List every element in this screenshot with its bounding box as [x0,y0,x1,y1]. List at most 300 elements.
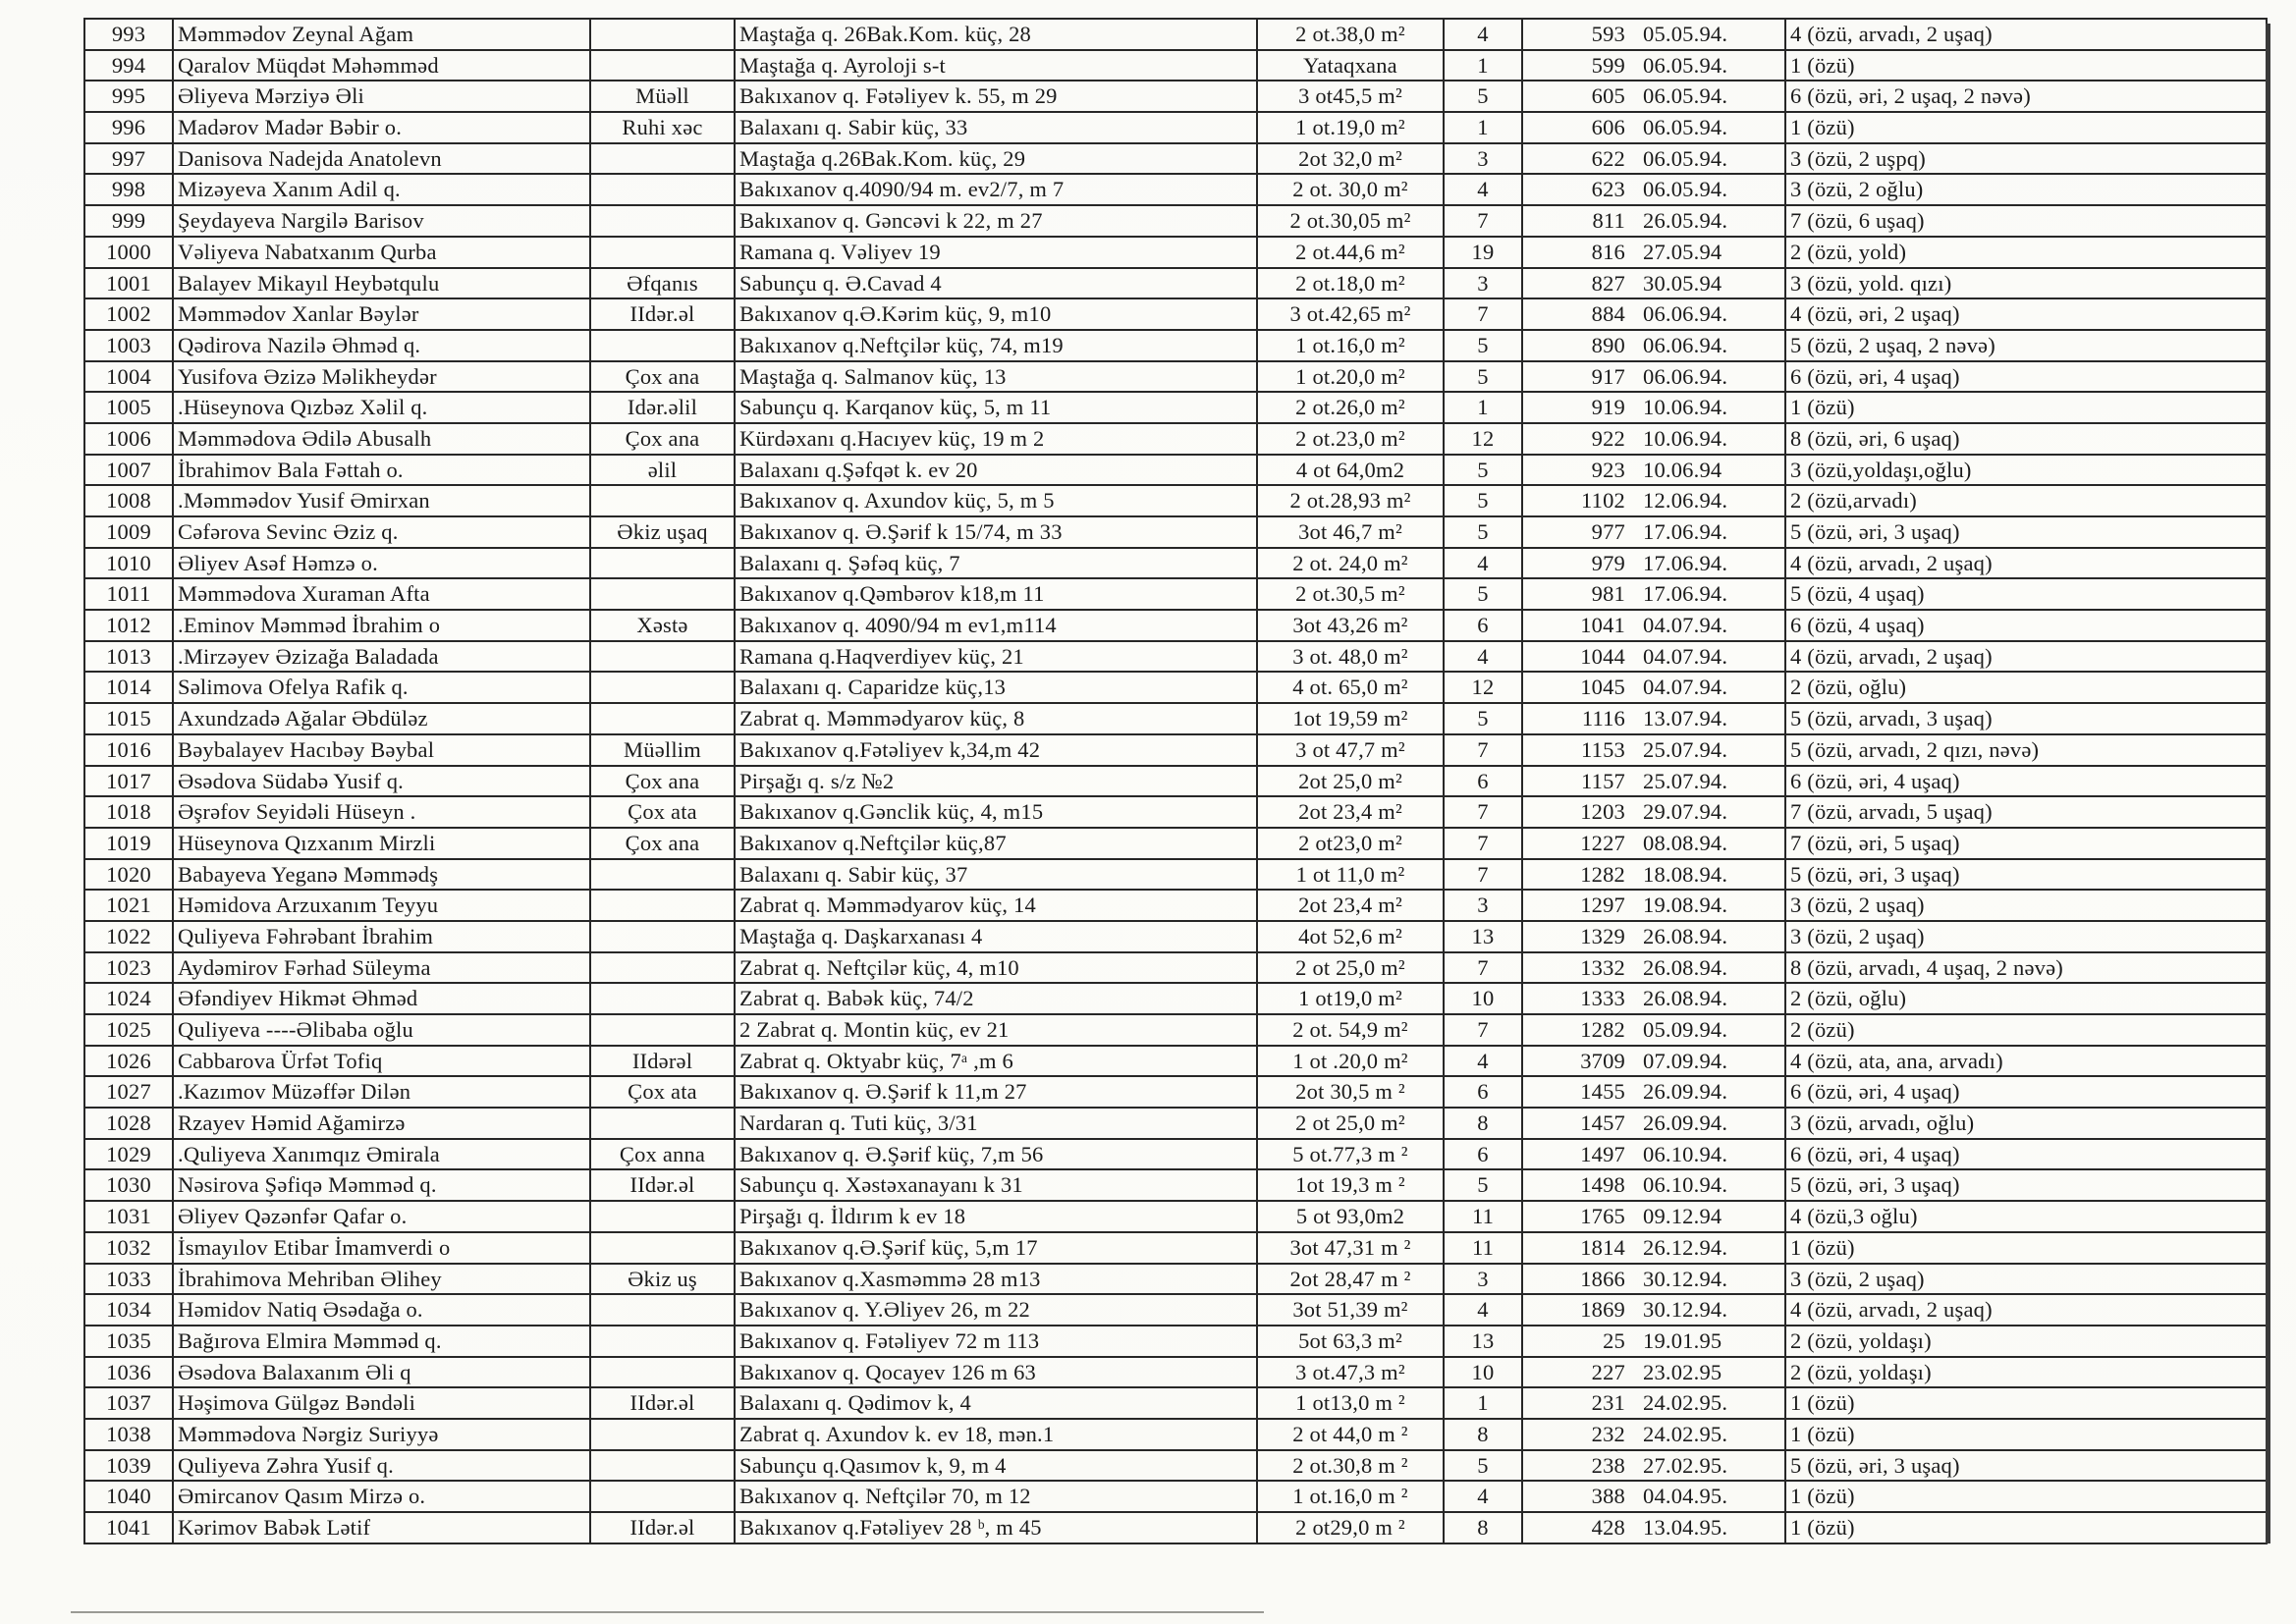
reg-number: 1045 [1580,675,1625,700]
cell-name: Həmidova Arzuxanım Teyyu [173,890,590,921]
cell-name: İbrahimov Bala Fəttah o. [173,455,590,486]
cell-id: 1000 [84,237,173,268]
cell-members: 5 [1444,703,1522,734]
cell-address: Balaxanı q. Sabir küç, 37 [735,859,1257,891]
cell-id: 1035 [84,1326,173,1357]
cell-family: 2 (özü, yoldaşı) [1785,1357,2267,1388]
reg-date: 04.07.94. [1643,643,1728,669]
cell-family: 8 (özü, arvadı, 4 uşaq, 2 nəvə) [1785,952,2267,984]
cell-family: 6 (özü, əri, 4 uşaq) [1785,766,2267,797]
reg-date: 10.06.94. [1643,425,1728,451]
cell-id: 1017 [84,766,173,797]
cell-members: 7 [1444,298,1522,330]
reg-number: 623 [1591,177,1625,202]
cell-id: 1003 [84,330,173,361]
cell-rooms: 3ot 51,39 m² [1257,1294,1444,1326]
cell-reg [1522,50,1785,81]
cell-name: Məmmədova Nərgiz Suriyyə [173,1419,590,1450]
cell-category [590,237,735,268]
cell-address: Bakıxanov q.Gənclik küç, 4, m15 [735,796,1257,828]
cell-members: 5 [1444,1169,1522,1201]
reg-date: 12.06.94. [1643,488,1728,514]
cell-address: Sabunçu q. Xəstəxanayanı k 31 [735,1169,1257,1201]
cell-reg [1522,1139,1785,1170]
reg-date: 30.12.94. [1643,1297,1728,1323]
cell-family: 3 (özü, 2 oğlu) [1785,174,2267,205]
cell-family: 2 (özü) [1785,1014,2267,1046]
table-row [84,1387,2267,1419]
cell-rooms: 2 ot 25,0 m² [1257,1108,1444,1139]
cell-rooms: 2 ot. 24,0 m² [1257,548,1444,579]
reg-number: 388 [1591,1484,1625,1509]
cell-name: Yusifova Əzizə Məlikheydər [173,361,590,393]
cell-address: Bakıxanov q.Fətəliyev 28 ᵇ, m 45 [735,1512,1257,1543]
cell-category [590,1232,735,1264]
cell-rooms: 2 ot.44,6 m² [1257,237,1444,268]
cell-members: 6 [1444,610,1522,641]
table-row [84,1232,2267,1264]
cell-name: Əliyeva Mərziyə Əli [173,81,590,112]
reg-number: 1282 [1580,1017,1625,1043]
reg-date: 26.09.94. [1643,1110,1728,1136]
cell-members: 4 [1444,1481,1522,1512]
reg-date: 08.08.94. [1643,830,1728,855]
cell-family: 6 (özü, əri, 4 uşaq) [1785,1139,2267,1170]
table-row [84,610,2267,641]
cell-family: 5 (özü, 2 uşaq, 2 nəvə) [1785,330,2267,361]
cell-reg [1522,1387,1785,1419]
table-row [84,578,2267,610]
cell-category [590,1357,735,1388]
cell-id: 1040 [84,1481,173,1512]
reg-number: 3709 [1580,1048,1625,1073]
cell-address: Bakıxanov q. Y.Əliyev 26, m 22 [735,1294,1257,1326]
cell-rooms: 3 ot.42,65 m² [1257,298,1444,330]
cell-family: 3 (özü, arvadı, oğlu) [1785,1108,2267,1139]
cell-rooms: 1 ot.19,0 m² [1257,112,1444,143]
cell-category [590,1294,735,1326]
reg-date: 24.02.95. [1643,1390,1728,1416]
reg-number: 1227 [1580,830,1625,855]
reg-date: 18.08.94. [1643,861,1728,887]
reg-date: 10.06.94 [1643,457,1722,482]
cell-reg [1522,1481,1785,1512]
cell-id: 999 [84,205,173,237]
cell-address: Bakıxanov q. Fətəliyev k. 55, m 29 [735,81,1257,112]
reg-number: 232 [1591,1421,1625,1446]
reg-number: 981 [1591,581,1625,607]
cell-name: Əfəndiyev Hikmət Əhməd [173,983,590,1014]
cell-id: 1009 [84,516,173,548]
reg-number: 227 [1591,1359,1625,1384]
reg-date: 06.10.94. [1643,1172,1728,1198]
cell-reg [1522,237,1785,268]
reg-number: 827 [1591,270,1625,296]
cell-category [590,1481,735,1512]
cell-id: 1006 [84,423,173,455]
cell-family: 4 (özü, ata, ana, arvadı) [1785,1046,2267,1077]
cell-category: IIdər.əl [590,1512,735,1543]
cell-rooms: 1 ot .20,0 m² [1257,1046,1444,1077]
cell-family: 5 (özü, əri, 3 uşaq) [1785,859,2267,891]
cell-category [590,1419,735,1450]
cell-category: IIdər.əl [590,1387,735,1419]
table-row [84,1512,2267,1543]
cell-category [590,1450,735,1482]
cell-name: .Mirzəyev Əzizağa Baladada [173,641,590,673]
cell-address: Maştağa q.26Bak.Kom. küç, 29 [735,143,1257,175]
cell-members: 11 [1444,1201,1522,1232]
reg-number: 811 [1592,208,1625,234]
cell-id: 996 [84,112,173,143]
reg-date: 13.07.94. [1643,706,1728,731]
reg-number: 919 [1591,395,1625,420]
cell-category [590,1014,735,1046]
cell-name: Quliyeva Fəhrəbant İbrahim [173,921,590,952]
cell-family: 1 (özü) [1785,1419,2267,1450]
cell-reg [1522,1264,1785,1295]
cell-address: Zabrat q. Babək küç, 74/2 [735,983,1257,1014]
cell-id: 1011 [84,578,173,610]
bottom-scan-line [71,1611,1264,1613]
reg-number: 1457 [1580,1110,1625,1136]
reg-number: 1866 [1580,1266,1625,1291]
cell-name: .Hüseynova Qızbəz Xəlil q. [173,392,590,423]
cell-rooms: 2 ot.38,0 m² [1257,19,1444,50]
cell-rooms: 1ot 19,3 m ² [1257,1169,1444,1201]
cell-name: Bəybalayev Hacıbəy Bəybal [173,734,590,766]
cell-address: Bakıxanov q. Ə.Şərif küç, 7,m 56 [735,1139,1257,1170]
cell-category [590,1201,735,1232]
cell-category: Xəstə [590,610,735,641]
table-row [84,1046,2267,1077]
cell-reg [1522,516,1785,548]
cell-name: Babayeva Yeganə Məmmədş [173,859,590,891]
reg-number: 923 [1591,457,1625,482]
cell-members: 7 [1444,205,1522,237]
cell-address: Bakıxanov q.Neftçilər küç,87 [735,828,1257,859]
reg-date: 26.09.94. [1643,1079,1728,1105]
reg-number: 1041 [1580,613,1625,638]
cell-address: Pirşağı q. s/z №2 [735,766,1257,797]
cell-category: Əkiz uşaq [590,516,735,548]
cell-members: 10 [1444,983,1522,1014]
reg-date: 26.08.94. [1643,954,1728,980]
cell-address: Bakıxanov q. 4090/94 m ev1,m114 [735,610,1257,641]
table-row [84,1481,2267,1512]
reg-date: 17.06.94. [1643,550,1728,575]
cell-address: Bakıxanov q.Fətəliyev k,34,m 42 [735,734,1257,766]
reg-number: 599 [1591,52,1625,78]
reg-number: 593 [1591,22,1625,47]
cell-family: 4 (özü, arvadı, 2 uşaq) [1785,641,2267,673]
reg-date: 07.09.94. [1643,1048,1728,1073]
cell-members: 8 [1444,1512,1522,1543]
cell-id: 1013 [84,641,173,673]
cell-address: Ramana q. Vəliyev 19 [735,237,1257,268]
cell-members: 6 [1444,1076,1522,1108]
cell-name: Əmircanov Qasım Mirzə o. [173,1481,590,1512]
cell-members: 3 [1444,268,1522,299]
cell-reg [1522,392,1785,423]
cell-rooms: 2 ot.23,0 m² [1257,423,1444,455]
cell-name: Cabbarova Ürfət Tofiq [173,1046,590,1077]
reg-date: 04.07.94. [1643,613,1728,638]
cell-rooms: Yataqxana [1257,50,1444,81]
cell-address: Balaxanı q. Caparidze küç,13 [735,672,1257,703]
reg-number: 1333 [1580,986,1625,1011]
cell-family: 7 (özü, arvadı, 5 uşaq) [1785,796,2267,828]
cell-family: 4 (özü, arvadı, 2 uşaq) [1785,19,2267,50]
cell-reg [1522,734,1785,766]
reg-number: 1282 [1580,861,1625,887]
cell-name: Əsədova Balaxanım Əli q [173,1357,590,1388]
cell-reg [1522,455,1785,486]
cell-members: 5 [1444,361,1522,393]
reg-number: 1203 [1580,799,1625,825]
cell-address: Pirşağı q. İldırım k ev 18 [735,1201,1257,1232]
cell-reg [1522,1108,1785,1139]
cell-reg [1522,81,1785,112]
cell-category: Çox anna [590,1139,735,1170]
cell-name: Şeydayeva Nargilə Barisov [173,205,590,237]
reg-number: 606 [1591,115,1625,140]
cell-reg [1522,828,1785,859]
table-row [84,1014,2267,1046]
table-row [84,952,2267,984]
cell-name: Balayev Mikayıl Heybətqulu [173,268,590,299]
cell-id: 1027 [84,1076,173,1108]
cell-family: 2 (özü, oğlu) [1785,672,2267,703]
cell-category: Müəllim [590,734,735,766]
cell-family: 4 (özü, əri, 2 uşaq) [1785,298,2267,330]
cell-id: 1016 [84,734,173,766]
cell-members: 7 [1444,952,1522,984]
cell-name: .Quliyeva Xanımqız Əmirala [173,1139,590,1170]
cell-rooms: 2 ot. 54,9 m² [1257,1014,1444,1046]
cell-id: 1019 [84,828,173,859]
cell-id: 1024 [84,983,173,1014]
reg-date: 26.08.94. [1643,923,1728,948]
reg-number: 922 [1591,425,1625,451]
cell-family: 2 (özü, yoldaşı) [1785,1326,2267,1357]
cell-rooms: 3ot 43,26 m² [1257,610,1444,641]
cell-address: Sabunçu q.Qasımov k, 9, m 4 [735,1450,1257,1482]
table-row [84,548,2267,579]
cell-reg [1522,423,1785,455]
cell-rooms: 2 ot.18,0 m² [1257,268,1444,299]
cell-rooms: 2ot 30,5 m ² [1257,1076,1444,1108]
reg-date: 06.05.94. [1643,83,1728,109]
cell-id: 1007 [84,455,173,486]
cell-family: 2 (özü, oğlu) [1785,983,2267,1014]
reg-number: 1498 [1580,1172,1625,1198]
cell-address: Zabrat q. Məmmədyarov küç, 14 [735,890,1257,921]
reg-number: 622 [1591,145,1625,171]
table-row [84,50,2267,81]
cell-id: 1015 [84,703,173,734]
table-row [84,983,2267,1014]
cell-rooms: 1 ot.16,0 m ² [1257,1481,1444,1512]
cell-category [590,205,735,237]
cell-members: 11 [1444,1232,1522,1264]
cell-address: Nardaran q. Tuti küç, 3/31 [735,1108,1257,1139]
table-row [84,796,2267,828]
cell-category [590,548,735,579]
cell-reg [1522,703,1785,734]
cell-reg [1522,548,1785,579]
cell-rooms: 4ot 52,6 m² [1257,921,1444,952]
cell-reg [1522,205,1785,237]
cell-category: Çox ata [590,1076,735,1108]
reg-date: 27.02.95. [1643,1452,1728,1478]
cell-category [590,983,735,1014]
table-row [84,921,2267,952]
reg-number: 1329 [1580,923,1625,948]
cell-members: 7 [1444,796,1522,828]
reg-number: 977 [1591,519,1625,545]
reg-number: 1102 [1581,488,1625,514]
cell-reg [1522,610,1785,641]
cell-id: 1034 [84,1294,173,1326]
cell-id: 1029 [84,1139,173,1170]
cell-members: 1 [1444,112,1522,143]
cell-name: Əşrəfov Seyidəli Hüseyn . [173,796,590,828]
cell-address: Balaxanı q. Sabir küç, 33 [735,112,1257,143]
reg-date: 23.02.95 [1643,1359,1722,1384]
cell-address: Bakıxanov q. Fətəliyev 72 m 113 [735,1326,1257,1357]
cell-id: 1038 [84,1419,173,1450]
cell-members: 3 [1444,143,1522,175]
cell-reg [1522,766,1785,797]
cell-name: Əliyev Qəzənfər Qafar o. [173,1201,590,1232]
cell-name: Məmmədov Zeynal Ağam [173,19,590,50]
cell-rooms: 3 ot45,5 m² [1257,81,1444,112]
cell-address: Bakıxanov q.Xasməmmə 28 m13 [735,1264,1257,1295]
cell-name: Quliyeva ----Əlibaba oğlu [173,1014,590,1046]
reg-date: 25.07.94. [1643,768,1728,793]
cell-address: Bakıxanov q.Qəmbərov k18,m 11 [735,578,1257,610]
cell-name: Həmidov Natiq Əsədağa o. [173,1294,590,1326]
cell-rooms: 4 ot. 65,0 m² [1257,672,1444,703]
cell-rooms: 1 ot 11,0 m² [1257,859,1444,891]
cell-members: 5 [1444,485,1522,516]
reg-date: 06.05.94. [1643,145,1728,171]
table-row [84,703,2267,734]
cell-name: Vəliyeva Nabatxanım Qurba [173,237,590,268]
cell-address: Zabrat q. Məmmədyarov küç, 8 [735,703,1257,734]
cell-family: 5 (özü, əri, 3 uşaq) [1785,1450,2267,1482]
cell-reg [1522,174,1785,205]
cell-category [590,578,735,610]
cell-members: 13 [1444,921,1522,952]
cell-rooms: 2 ot.28,93 m² [1257,485,1444,516]
table-row [84,859,2267,891]
table-row [84,1294,2267,1326]
cell-reg [1522,1357,1785,1388]
cell-members: 5 [1444,516,1522,548]
cell-reg [1522,983,1785,1014]
cell-category [590,1108,735,1139]
cell-members: 4 [1444,19,1522,50]
reg-number: 1116 [1581,706,1625,731]
reg-number: 979 [1591,550,1625,575]
cell-address: Ramana q.Haqverdiyev küç, 21 [735,641,1257,673]
cell-name: Qaralov Müqdət Məhəmməd [173,50,590,81]
reg-number: 1455 [1580,1079,1625,1105]
reg-date: 19.08.94. [1643,893,1728,918]
cell-rooms: 4 ot 64,0m2 [1257,455,1444,486]
cell-members: 12 [1444,672,1522,703]
cell-id: 1037 [84,1387,173,1419]
cell-name: Məmmədova Ədilə Abusalh [173,423,590,455]
cell-category [590,703,735,734]
cell-members: 19 [1444,237,1522,268]
reg-date: 30.12.94. [1643,1266,1728,1291]
cell-rooms: 3ot 46,7 m² [1257,516,1444,548]
cell-reg [1522,921,1785,952]
cell-category: IIdərəl [590,1046,735,1077]
cell-family: 1 (özü) [1785,112,2267,143]
reg-number: 1765 [1580,1204,1625,1229]
cell-id: 1004 [84,361,173,393]
table-row [84,268,2267,299]
cell-rooms: 3 ot. 48,0 m² [1257,641,1444,673]
reg-date: 26.05.94. [1643,208,1728,234]
table-row [84,890,2267,921]
cell-rooms: 5 ot.77,3 m ² [1257,1139,1444,1170]
reg-number: 1297 [1580,893,1625,918]
cell-rooms: 1ot 19,59 m² [1257,703,1444,734]
cell-family: 7 (özü, 6 uşaq) [1785,205,2267,237]
cell-rooms: 2 ot. 30,0 m² [1257,174,1444,205]
reg-date: 30.05.94 [1643,270,1722,296]
cell-members: 5 [1444,81,1522,112]
cell-reg [1522,859,1785,891]
cell-rooms: 1 ot.16,0 m² [1257,330,1444,361]
reg-date: 06.05.94. [1643,177,1728,202]
cell-rooms: 2 ot.30,8 m ² [1257,1450,1444,1482]
cell-reg [1522,485,1785,516]
housing-register-table [83,18,2268,1544]
cell-id: 1010 [84,548,173,579]
cell-category: IIdər.əl [590,1169,735,1201]
cell-category [590,952,735,984]
reg-date: 06.10.94. [1643,1141,1728,1166]
cell-id: 994 [84,50,173,81]
cell-category: Idər.əlil [590,392,735,423]
cell-reg [1522,1294,1785,1326]
cell-reg [1522,1450,1785,1482]
cell-name: Bağırova Elmira Məmməd q. [173,1326,590,1357]
reg-number: 917 [1591,363,1625,389]
cell-members: 5 [1444,1450,1522,1482]
cell-id: 1039 [84,1450,173,1482]
table-row [84,734,2267,766]
cell-name: Məmmədova Xuraman Afta [173,578,590,610]
cell-members: 1 [1444,50,1522,81]
cell-name: .Məmmədov Yusif Əmirxan [173,485,590,516]
table-row [84,1108,2267,1139]
reg-number: 1157 [1581,768,1625,793]
cell-category [590,143,735,175]
cell-address: Bakıxanov q. Qocayev 126 m 63 [735,1357,1257,1388]
table-row [84,1169,2267,1201]
cell-family: 1 (özü) [1785,1481,2267,1512]
table-row [84,766,2267,797]
cell-name: İsmayılov Etibar İmamverdi o [173,1232,590,1264]
cell-id: 995 [84,81,173,112]
